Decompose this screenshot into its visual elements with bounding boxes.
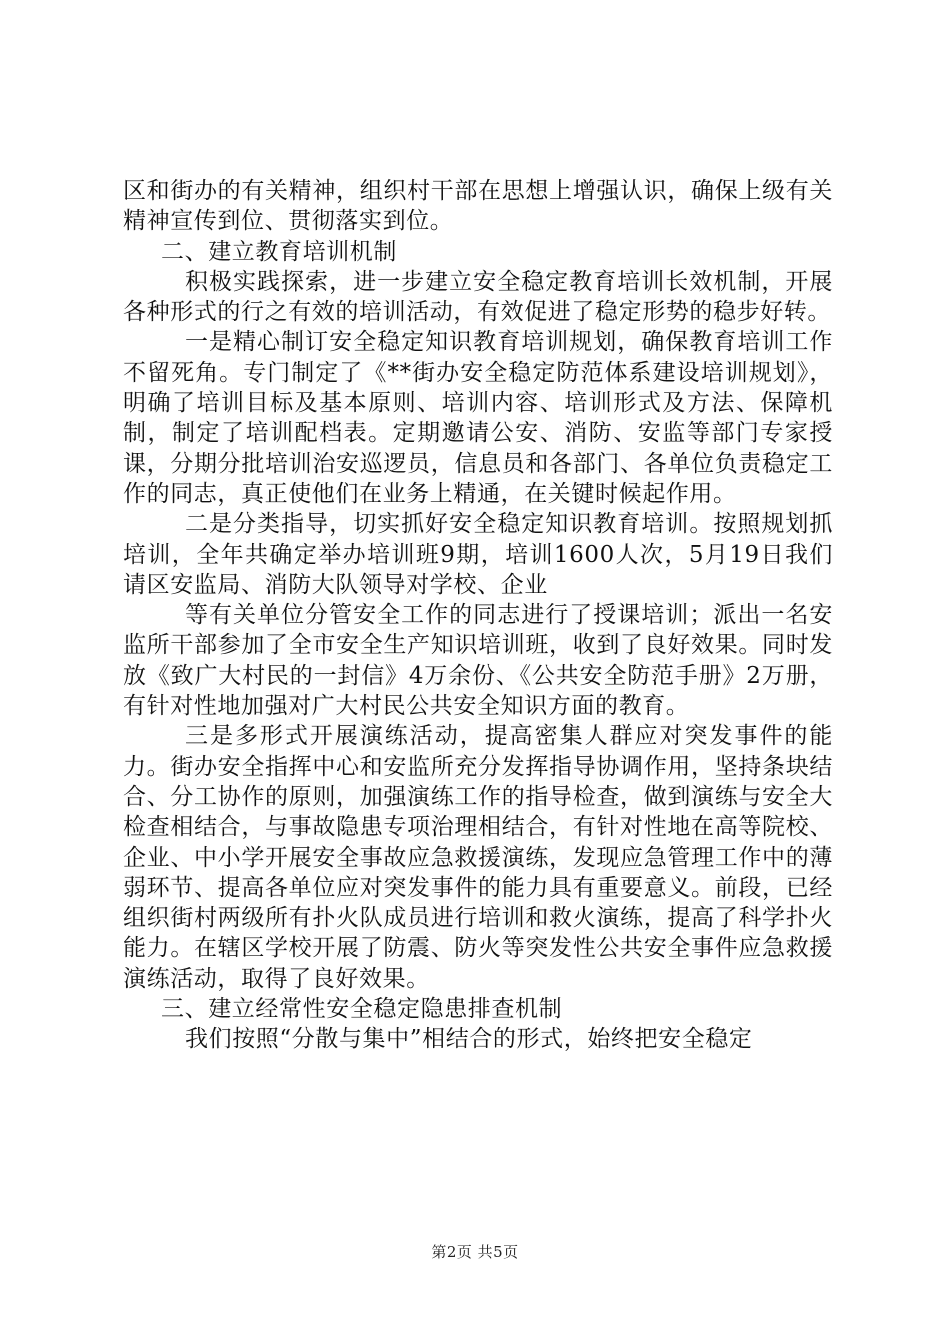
paragraph: 三是多形式开展演练活动，提高密集人群应对突发事件的能力。街办安全指挥中心和安监所充分发挥指导协调作用，坚持条块结合、分工协作的原则，加强演练工作的指导检查，做到演练与安全大检查相结合，与事故隐患专项治理相结合，有针对性地在高等院校、企业、中小学开展安全事故应急救援演练，发现应急管理工作中的薄弱环节、提高各单位应对突发事件的能力具有重要意义。前段，已经组织街村两级所有扑火队成员进行培训和救火演练，提高了科学扑火能力。在辖区学校开展了防震、防火等突发性公共安全事件应急救援演练活动，取得了良好效果。 [123,723,833,992]
paragraph: 一是精心制订安全稳定知识教育培训规划，确保教育培训工作不留死角。专门制定了《**街办安全稳定防范体系建设培训规划》，明确了培训目标及基本原则、培训内容、培训形式及方法、保障机制，制定了培训配档表。定期邀请公安、消防、安监等部门专家授课，分期分批培训治安巡逻员，信息员和各部门、各单位负责稳定工作的同志，真正使他们在业务上精通，在关键时候起作用。 [123,329,833,507]
paragraph: 我们按照“分散与集中”相结合的形式，始终把安全稳定 [185,1026,753,1053]
section-heading-3: 三、建立经常性安全稳定隐患排查机制 [161,996,563,1023]
page-number-footer: 第2页 共5页 [431,1243,519,1261]
document-body [123,176,833,1055]
paragraph: 二是分类指导，切实抓好安全稳定知识教育培训。按照规划抓培训，全年共确定举办培训班9期，培训1600人次，5月19日我们请区安监局、消防大队领导对学校、企业 [123,511,833,598]
paragraph: 积极实践探索，进一步建立安全稳定教育培训长效机制，开展各种形式的行之有效的培训活动，有效促进了稳定形势的稳步好转。 [123,268,833,326]
paragraph-continued: 区和街办的有关精神，组织村干部在思想上增强认识，确保上级有关精神宣传到位、贯彻落实到位。 [123,178,833,235]
section-heading-2: 二、建立教育培训机制 [161,238,397,265]
paragraph: 等有关单位分管安全工作的同志进行了授课培训；派出一名安监所干部参加了全市安全生产知识培训班，收到了良好效果。同时发放《致广大村民的一封信》4万余份、《公共安全防范手册》2万册，有针对性地加强对广大村民公共安全知识方面的教育。 [123,602,833,720]
